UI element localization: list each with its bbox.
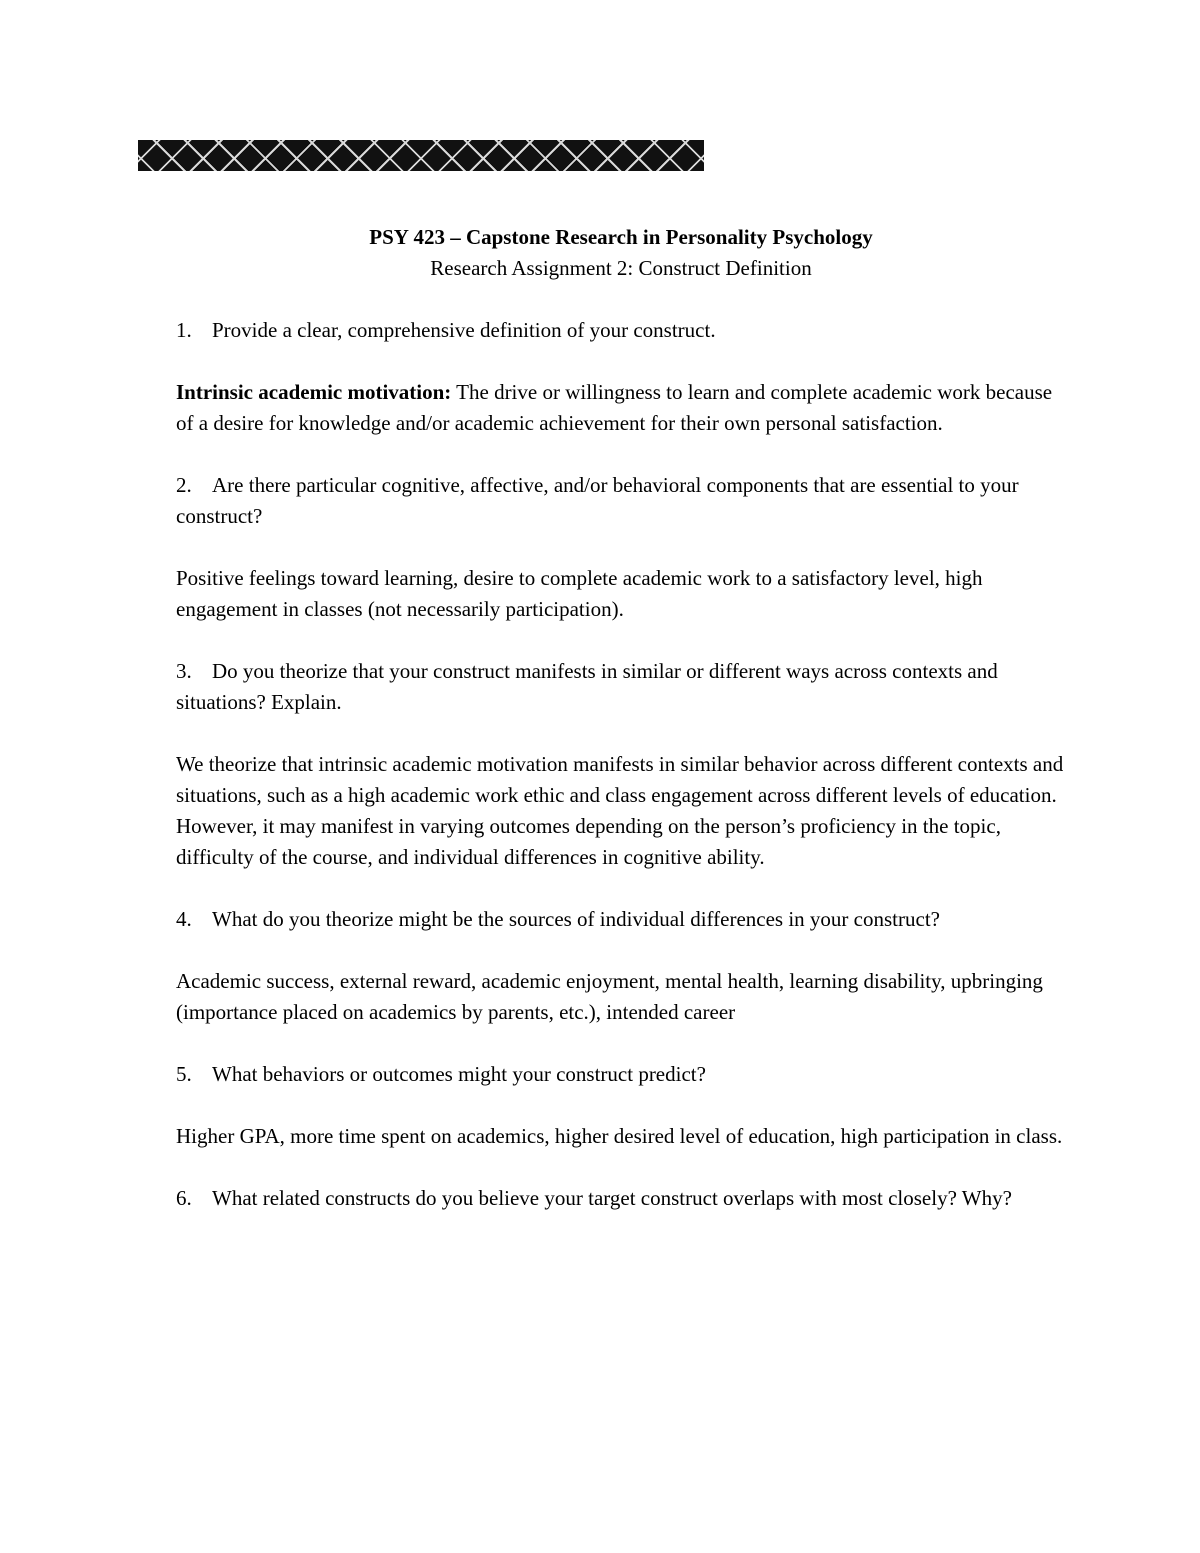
- answer-1: [176, 377, 1066, 439]
- question-text: Do you theorize that your construct manifests in similar or different ways across contexts and situations? Explain.: [176, 659, 998, 714]
- question-5: [176, 1059, 1066, 1090]
- answer-4: Academic success, external reward, academic enjoyment, mental health, learning disability, upbringing (importance placed on academics by parents, etc.), intended career: [176, 969, 1043, 1024]
- course-title: PSY 423 – Capstone Research in Personality Psychology: [369, 225, 873, 249]
- question-1: [176, 315, 1066, 346]
- question-4: [176, 904, 1066, 935]
- question-2: [176, 470, 1066, 532]
- question-number: 5.: [176, 1062, 192, 1086]
- question-number: 2.: [176, 473, 192, 497]
- question-text: What related constructs do you believe your target construct overlaps with most closely? Why?: [212, 1186, 1012, 1210]
- answer-3: We theorize that intrinsic academic motivation manifests in similar behavior across different contexts and situations, such as a high academic work ethic and class engagement across different levels of education. However, it may manifest in varying outcomes depending on the person’s proficiency in the topic, difficulty of the course, and individual differences in cognitive ability.: [176, 752, 1064, 869]
- answer-2: Positive feelings toward learning, desire to complete academic work to a satisfactory level, high engagement in classes (not necessarily participation).: [176, 566, 983, 621]
- question-text: Are there particular cognitive, affective, and/or behavioral components that are essential to your construct?: [176, 473, 1019, 528]
- answer-text: The drive or willingness to learn and complete academic work because of a desire for knowledge and/or academic achievement for their own personal satisfaction.: [176, 380, 1053, 435]
- question-number: 1.: [176, 318, 192, 342]
- document-body: [176, 222, 1066, 1245]
- question-text: Provide a clear, comprehensive definition of your construct.: [212, 318, 716, 342]
- question-number: 6.: [176, 1186, 192, 1210]
- question-number: 4.: [176, 907, 192, 931]
- question-3: [176, 656, 1066, 718]
- redacted-name-bar: [138, 140, 704, 171]
- assignment-subtitle: Research Assignment 2: Construct Definition: [430, 256, 812, 280]
- answer-term: Intrinsic academic motivation:: [176, 380, 452, 404]
- question-text: What do you theorize might be the sources of individual differences in your construct?: [212, 907, 940, 931]
- answer-5: Higher GPA, more time spent on academics, higher desired level of education, high participation in class.: [176, 1124, 1063, 1148]
- question-number: 3.: [176, 659, 192, 683]
- question-6: [176, 1183, 1066, 1214]
- question-text: What behaviors or outcomes might your construct predict?: [212, 1062, 706, 1086]
